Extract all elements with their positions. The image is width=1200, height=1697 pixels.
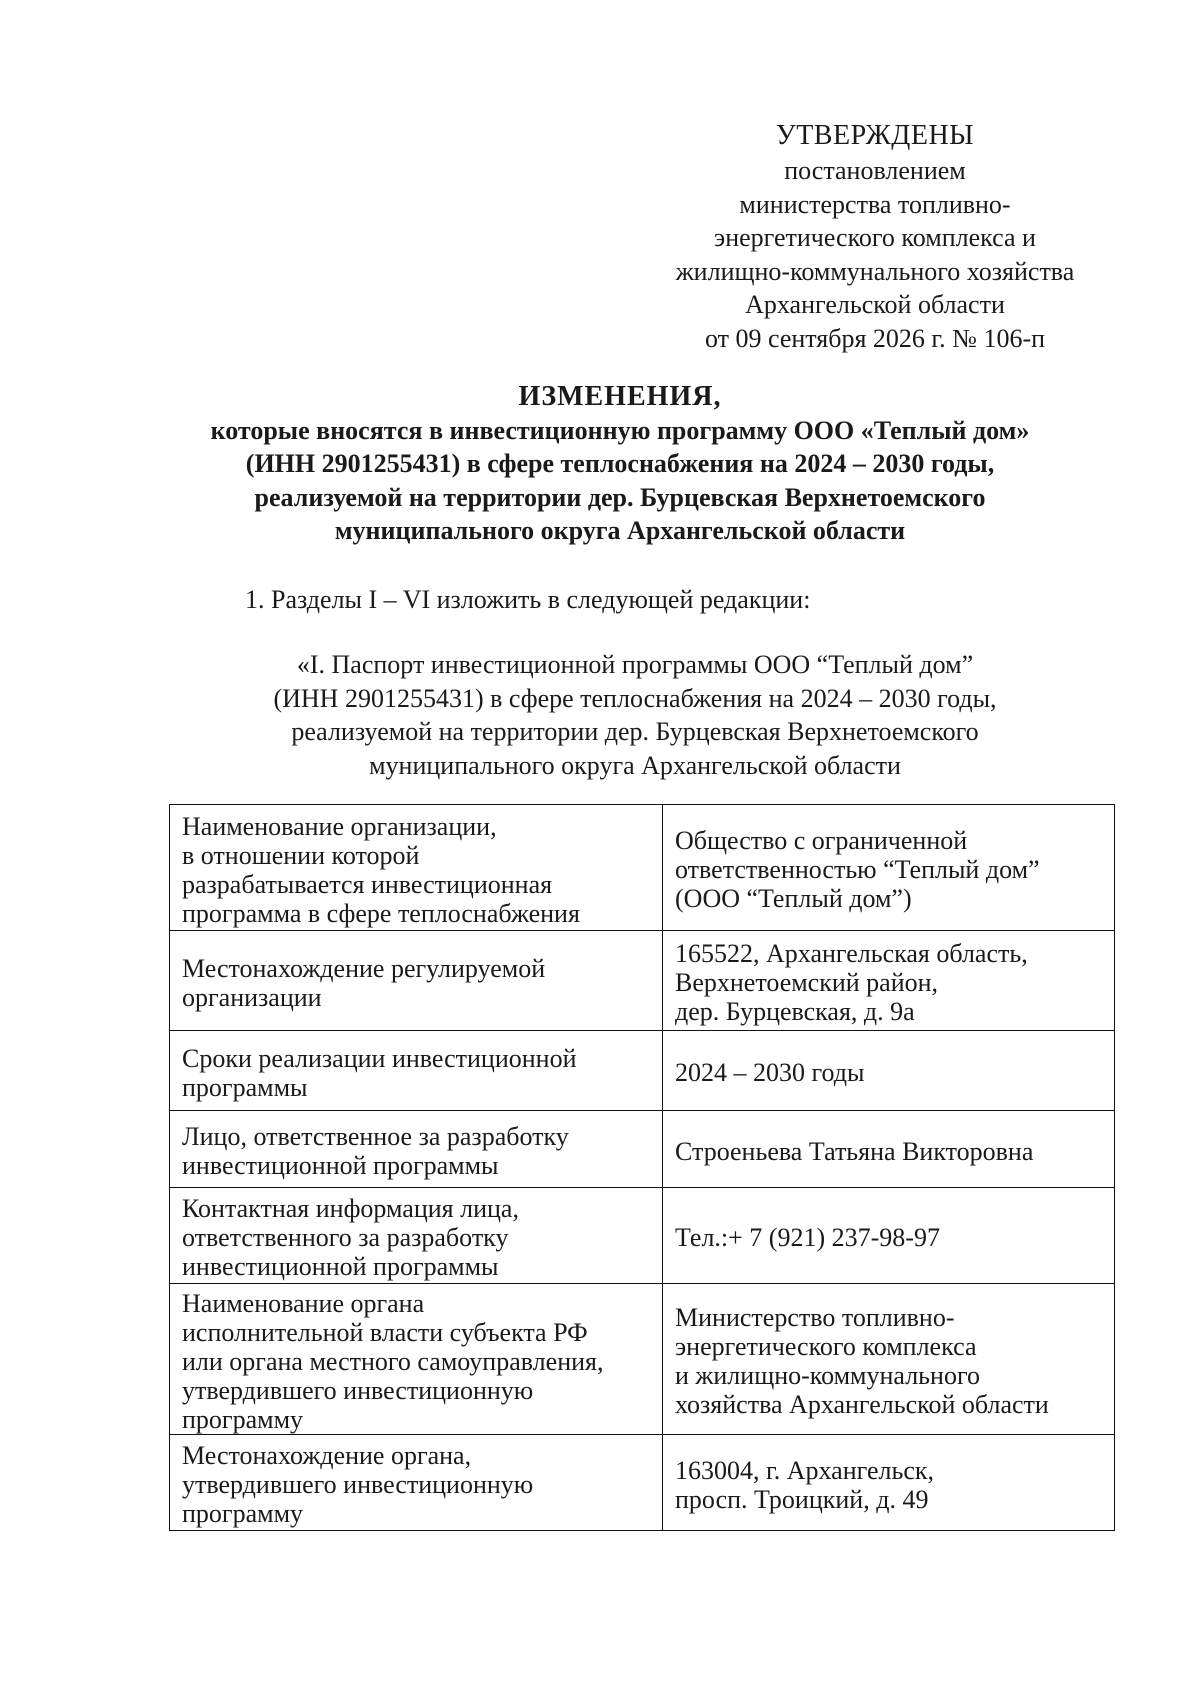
table-cell-value [663, 1284, 1115, 1435]
table-cell-value [663, 931, 1115, 1031]
heading-line: которые вносятся в инвестиционную программу ООО «Теплый дом» [210, 415, 1030, 445]
cell-line: Наименование организации, [182, 811, 497, 841]
cell-line: дер. Бурцевская, д. 9а [675, 997, 915, 1026]
approval-line: энергетического комплекса и [714, 223, 1036, 252]
table-cell-label [170, 1284, 663, 1435]
heading-line: муниципального округа Архангельской области [334, 516, 906, 545]
cell-line: Контактная информация лица, [182, 1194, 519, 1223]
approval-line: от 09 сентября 2026 г. № 106-п [704, 323, 1046, 353]
cell-line: программу [182, 1499, 304, 1528]
cell-line: утвердившего инвестиционную [182, 1375, 534, 1405]
cell-line: инвестиционной программы [182, 1151, 499, 1180]
paragraph-1: 1. Разделы I – VI изложить в следующей редакции: [245, 585, 811, 614]
table-row [170, 1111, 1115, 1188]
approval-line: Архангельской области [745, 290, 1005, 319]
document-title: ИЗМЕНЕНИЯ, [518, 381, 722, 412]
table-cell-value [663, 1111, 1115, 1188]
table-cell-value [663, 1435, 1115, 1531]
cell-line: Сроки реализации инвестиционной [182, 1043, 577, 1073]
cell-line: инвестиционной программы [182, 1252, 499, 1281]
approval-line: министерства топливно- [739, 189, 1011, 219]
cell-line: Верхнетоемский район, [675, 968, 939, 997]
section-heading-line: реализуемой на территории дер. Бурцевская Верхнетоемского [291, 717, 979, 746]
cell-line: Тел.:+ 7 (921) 237-98-97 [675, 1223, 940, 1252]
table-cell-value [663, 805, 1115, 931]
cell-line: в отношении которой [182, 840, 420, 870]
cell-line: Наименование органа [182, 1288, 425, 1318]
cell-line: энергетического комплекса [675, 1332, 977, 1361]
passport-table [169, 804, 1115, 1531]
table-cell-label [170, 1188, 663, 1284]
table-cell-label [170, 1111, 663, 1188]
cell-line: или органа местного самоуправления, [182, 1346, 604, 1376]
section-heading-line: (ИНН 2901255431) в сфере теплоснабжения на 2024 – 2030 годы, [273, 683, 997, 713]
heading-line: реализуемой на территории дер. Бурцевская Верхнетоемского [254, 482, 986, 512]
table-row [170, 1435, 1115, 1531]
section-heading-line: муниципального округа Архангельской области [369, 750, 901, 780]
approval-stamp-block [600, 118, 1150, 355]
approval-line: постановлением [784, 156, 966, 185]
approval-title: УТВЕРЖДЕНЫ [775, 120, 975, 151]
table-row [170, 1031, 1115, 1111]
cell-line: Лицо, ответственное за разработку [182, 1122, 569, 1151]
table-row [170, 1284, 1115, 1435]
table-cell-label [170, 1435, 663, 1531]
heading-line: (ИНН 2901255431) в сфере теплоснабжения на 2024 – 2030 годы, [245, 449, 995, 478]
cell-line: и жилищно-коммунального [675, 1361, 980, 1390]
cell-line: Местонахождение органа, [182, 1441, 472, 1470]
table-cell-label [170, 805, 663, 931]
cell-line: 163004, г. Архангельск, [675, 1455, 934, 1485]
table-cell-value [663, 1188, 1115, 1284]
approval-line: жилищно-коммунального хозяйства [675, 256, 1075, 286]
cell-line: ответственностью “Теплый дом” [675, 855, 1040, 884]
cell-line: 165522, Архангельская область, [675, 939, 1028, 968]
cell-line: Общество с ограниченной [675, 826, 968, 855]
cell-line: программу [182, 1404, 304, 1434]
cell-line: Местонахождение регулируемой [182, 953, 546, 983]
cell-line: Министерство топливно- [675, 1303, 955, 1332]
cell-line: (ООО “Теплый дом”) [675, 884, 912, 913]
cell-line: 2024 – 2030 годы [675, 1058, 865, 1087]
cell-line: Строеньева Татьяна Викторовна [675, 1136, 1034, 1166]
cell-line: исполнительной власти субъекта РФ [182, 1317, 588, 1347]
table-row [170, 931, 1115, 1031]
cell-line: утвердившего инвестиционную [182, 1470, 534, 1499]
cell-line: хозяйства Архангельской области [675, 1390, 1049, 1419]
cell-line: программа в сфере теплоснабжения [182, 898, 580, 928]
table-row [170, 805, 1115, 931]
section-heading-line: «I. Паспорт инвестиционной программы ООО “Теплый дом” [296, 650, 974, 679]
table-row [170, 1188, 1115, 1284]
document-heading [130, 380, 1110, 548]
table-cell-label [170, 1031, 663, 1111]
table-cell-label [170, 931, 663, 1031]
cell-line: программы [182, 1072, 308, 1102]
cell-line: просп. Троицкий, д. 49 [675, 1484, 929, 1514]
table-cell-value [663, 1031, 1115, 1111]
cell-line: разрабатывается инвестиционная [182, 869, 553, 899]
cell-line: организации [182, 982, 322, 1012]
section-heading [175, 648, 1095, 782]
cell-line: ответственного за разработку [182, 1223, 509, 1252]
